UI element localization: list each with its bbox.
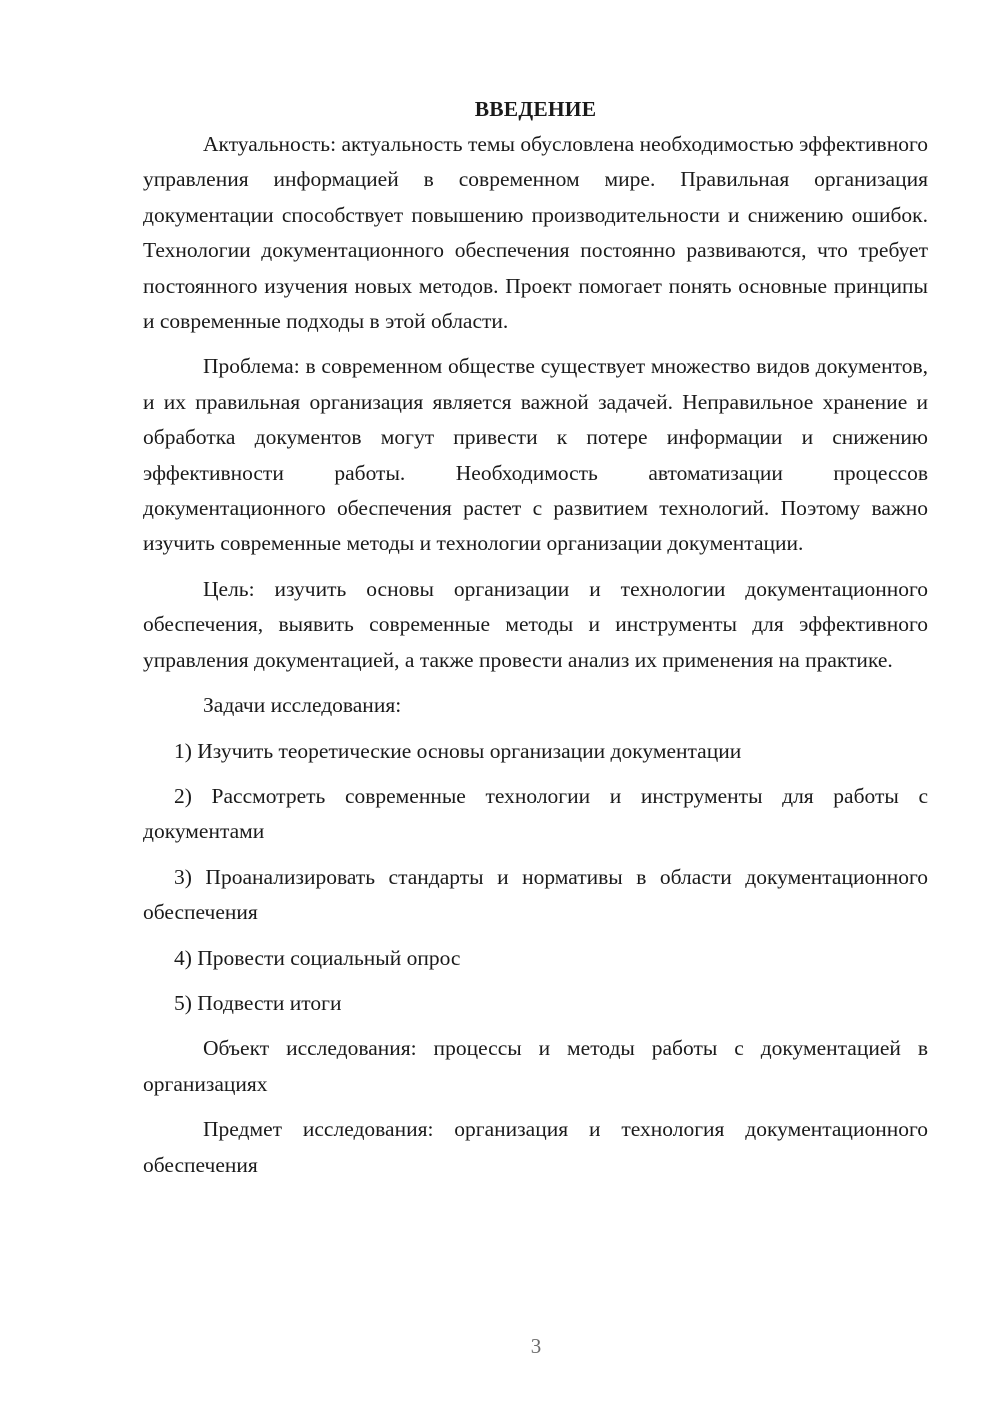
page-number: 3 [530,1334,542,1358]
relevance-paragraph: Актуальность: актуальность темы обусловлена необходимостью эффективного управления информацией в современном мире. Правильная организация документации способствует повышению производительности и снижению ошибок. Технологии документационного обеспечения постоянно развиваются, что требует постоянного изучения новых методов. Проект помогает понять основные принципы и современные подходы в этой области. [143,132,928,334]
tasks-heading: Задачи исследования: [203,693,402,718]
document-page [143,92,928,1193]
task-item: 5) Подвести итоги [174,990,342,1015]
task-item: 1) Изучить теоретические основы организации документации [174,738,742,763]
research-object-paragraph: Объект исследования: процессы и методы работы с документацией в организациях [143,1036,928,1096]
task-item: 4) Провести социальный опрос [174,945,461,970]
problem-paragraph: Проблема: в современном обществе существует множество видов документов, и их правильная организация является важной задачей. Неправильное хранение и обработка документов могут привести к потере информации и снижению эффективности работы. Необходимость автоматизации процессов документационного обеспечения растет с развитием технологий. Поэтому важно изучить современные методы и технологии организации документации. [143,354,928,556]
task-item: 3) Проанализировать стандарты и нормативы в области документационного обеспечения [143,864,928,925]
section-title: ВВЕДЕНИЕ [474,97,597,121]
research-subject-paragraph: Предмет исследования: организация и технология документационного обеспечения [143,1117,928,1177]
goal-paragraph: Цель: изучить основы организации и технологии документационного обеспечения, выявить современные методы и инструменты для эффективного управления документацией, а также провести анализ их применения на практике. [143,576,928,672]
task-item: 2) Рассмотреть современные технологии и инструменты для работы с документами [143,783,928,844]
